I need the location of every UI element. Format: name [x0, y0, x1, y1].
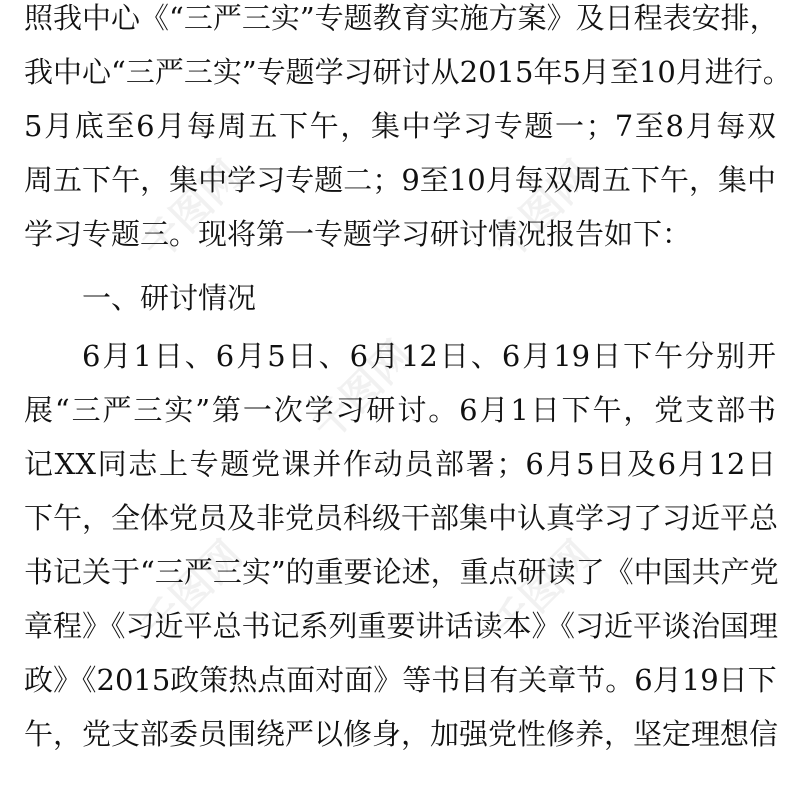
body-line: 午，党支部委员围绕严以修身，加强党性修养，坚定理想信 — [24, 717, 779, 751]
body-line: 记XX同志上专题党课并作动员部署；6月5日及6月12日 — [24, 447, 776, 481]
body-line: 政》《2015政策热点面对面》等书目有关章节。6月19日下 — [24, 663, 777, 697]
watermark: 千图网 — [483, 532, 602, 650]
watermark: 千图网 — [483, 152, 602, 270]
paragraph-line: 学习专题三。现将第一专题学习研讨情况报告如下： — [24, 217, 692, 251]
watermark: 千图网 — [303, 332, 422, 450]
body-line: 章程》《习近平总书记系列重要讲话读本》《习近平谈治国理 — [24, 609, 779, 643]
paragraph-line: 周五下午，集中学习专题二；9至10月每双周五下午，集中 — [24, 163, 776, 197]
body-line: 展“三严三实”第一次学习研讨。6月1日下午，党支部书 — [24, 393, 776, 427]
section-heading: 一、研讨情况 — [82, 281, 257, 315]
body-line: 书记关于“三严三实”的重要论述，重点研读了《中国共产党 — [24, 555, 779, 589]
body-line: 6月1日、6月5日、6月12日、6月19日下午分别开 — [82, 339, 776, 373]
watermark: 千图网 — [133, 532, 252, 650]
paragraph-line: 我中心“三严三实”专题学习研讨从2015年5月至10月进行。 — [24, 55, 792, 89]
watermark: 千图网 — [133, 152, 252, 270]
body-line: 下午，全体党员及非党员科级干部集中认真学习了习近平总 — [24, 501, 779, 535]
paragraph-line: 5月底至6月每周五下午，集中学习专题一；7至8月每双 — [24, 109, 776, 143]
paragraph-line: 照我中心《“三严三实”专题教育实施方案》及日程表安排， — [24, 1, 779, 35]
